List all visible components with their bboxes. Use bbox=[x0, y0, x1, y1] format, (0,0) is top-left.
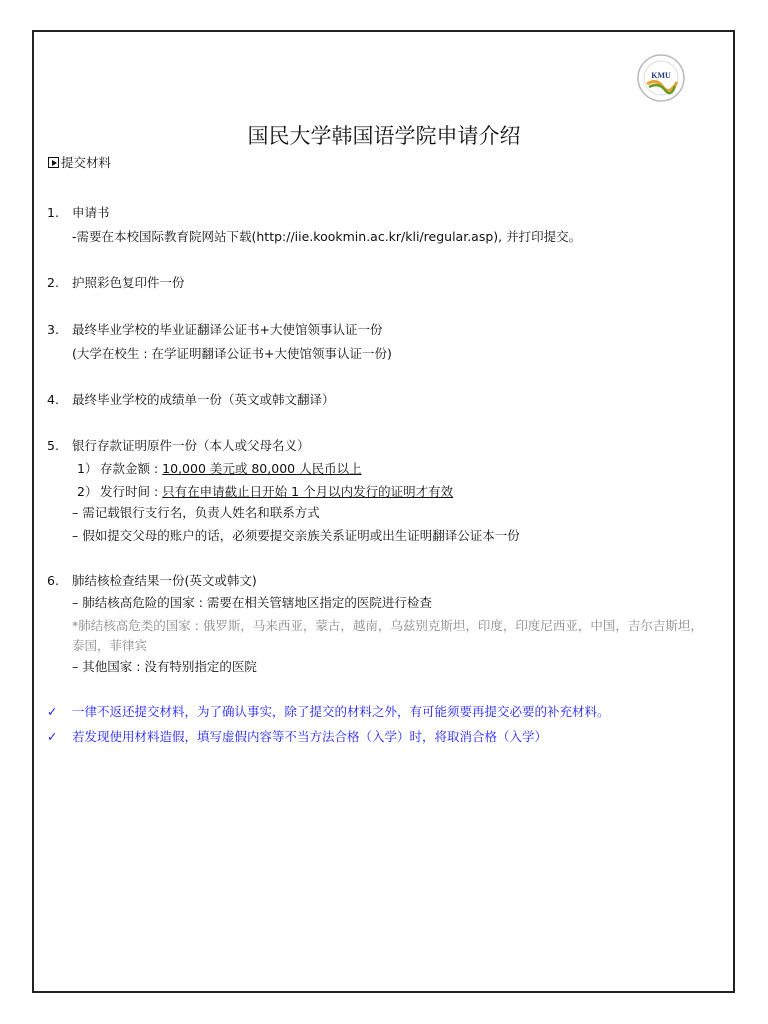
kmu-logo bbox=[637, 54, 685, 102]
deposit-label: 存款金额 : bbox=[100, 461, 163, 476]
check-icon: ✓ bbox=[47, 729, 58, 744]
item-number: 3. bbox=[47, 322, 59, 337]
subitem-number: 2） bbox=[77, 484, 98, 499]
section-heading bbox=[48, 155, 111, 171]
deposit-value: 10,000 美元或 80,000 人民币以上 bbox=[162, 461, 362, 476]
country-list-cont: 泰国，菲律宾 bbox=[72, 638, 148, 653]
section-label: 提交材料 bbox=[61, 155, 112, 170]
item-subtext: -需要在本校国际教育院网站下载(http://iie.kookmin.ac.kr/kli/regular.asp), 并打印提交。 bbox=[72, 229, 582, 244]
page-title: 国民大学韩国语学院申请介绍 bbox=[247, 124, 521, 148]
notice-text: 若发现使用材料造假，填写虚假内容等不当方法合格（入学）时，将取消合格（入学） bbox=[72, 729, 548, 744]
item-number: 1. bbox=[47, 205, 59, 220]
item-number: 6. bbox=[47, 573, 59, 588]
country-list: *肺结核高危类的国家 : 俄罗斯，马来西亚，蒙古，越南，乌兹别克斯坦，印度，印度尼西亚，中国，吉尔吉斯坦， bbox=[72, 618, 703, 633]
issue-value: 只有在申请截止日开始 1 个月以内发行的证明才有效 bbox=[162, 484, 454, 499]
item-note: – 其他国家 : 没有特别指定的医院 bbox=[72, 659, 257, 674]
item-note: – 假如提交父母的账户的话，必须要提交亲族关系证明或出生证明翻译公证本一份 bbox=[72, 528, 520, 543]
play-icon bbox=[48, 157, 59, 168]
svg-text:KMU: KMU bbox=[651, 71, 671, 80]
notice-text: 一律不返还提交材料，为了确认事实，除了提交的材料之外，有可能须要再提交必要的补充材料。 bbox=[72, 704, 610, 719]
item-text: 银行存款证明原件一份（本人或父母名义） bbox=[72, 438, 310, 453]
item-text: 最终毕业学校的毕业证翻译公证书+大使馆领事认证一份 bbox=[72, 322, 383, 337]
item-text: 护照彩色复印件一份 bbox=[72, 275, 185, 290]
check-icon: ✓ bbox=[47, 704, 58, 719]
subitem-number: 1） bbox=[77, 461, 98, 476]
issue-time bbox=[100, 484, 453, 500]
item-text: 肺结核检查结果一份(英文或韩文) bbox=[72, 573, 257, 588]
item-subtext: (大学在校生 : 在学证明翻译公证书+大使馆领事认证一份) bbox=[72, 346, 392, 361]
item-note: – 需记载银行支行名，负责人姓名和联系方式 bbox=[72, 505, 320, 520]
item-text: 最终毕业学校的成绩单一份（英文或韩文翻译） bbox=[72, 392, 335, 407]
issue-label: 发行时间 : bbox=[100, 484, 163, 499]
item-text: 申请书 bbox=[72, 205, 110, 220]
item-number: 5. bbox=[47, 438, 59, 453]
item-note: – 肺结核高危险的国家 : 需要在相关管辖地区指定的医院进行检查 bbox=[72, 595, 432, 610]
deposit-amount bbox=[100, 461, 362, 477]
item-number: 2. bbox=[47, 275, 59, 290]
item-number: 4. bbox=[47, 392, 59, 407]
